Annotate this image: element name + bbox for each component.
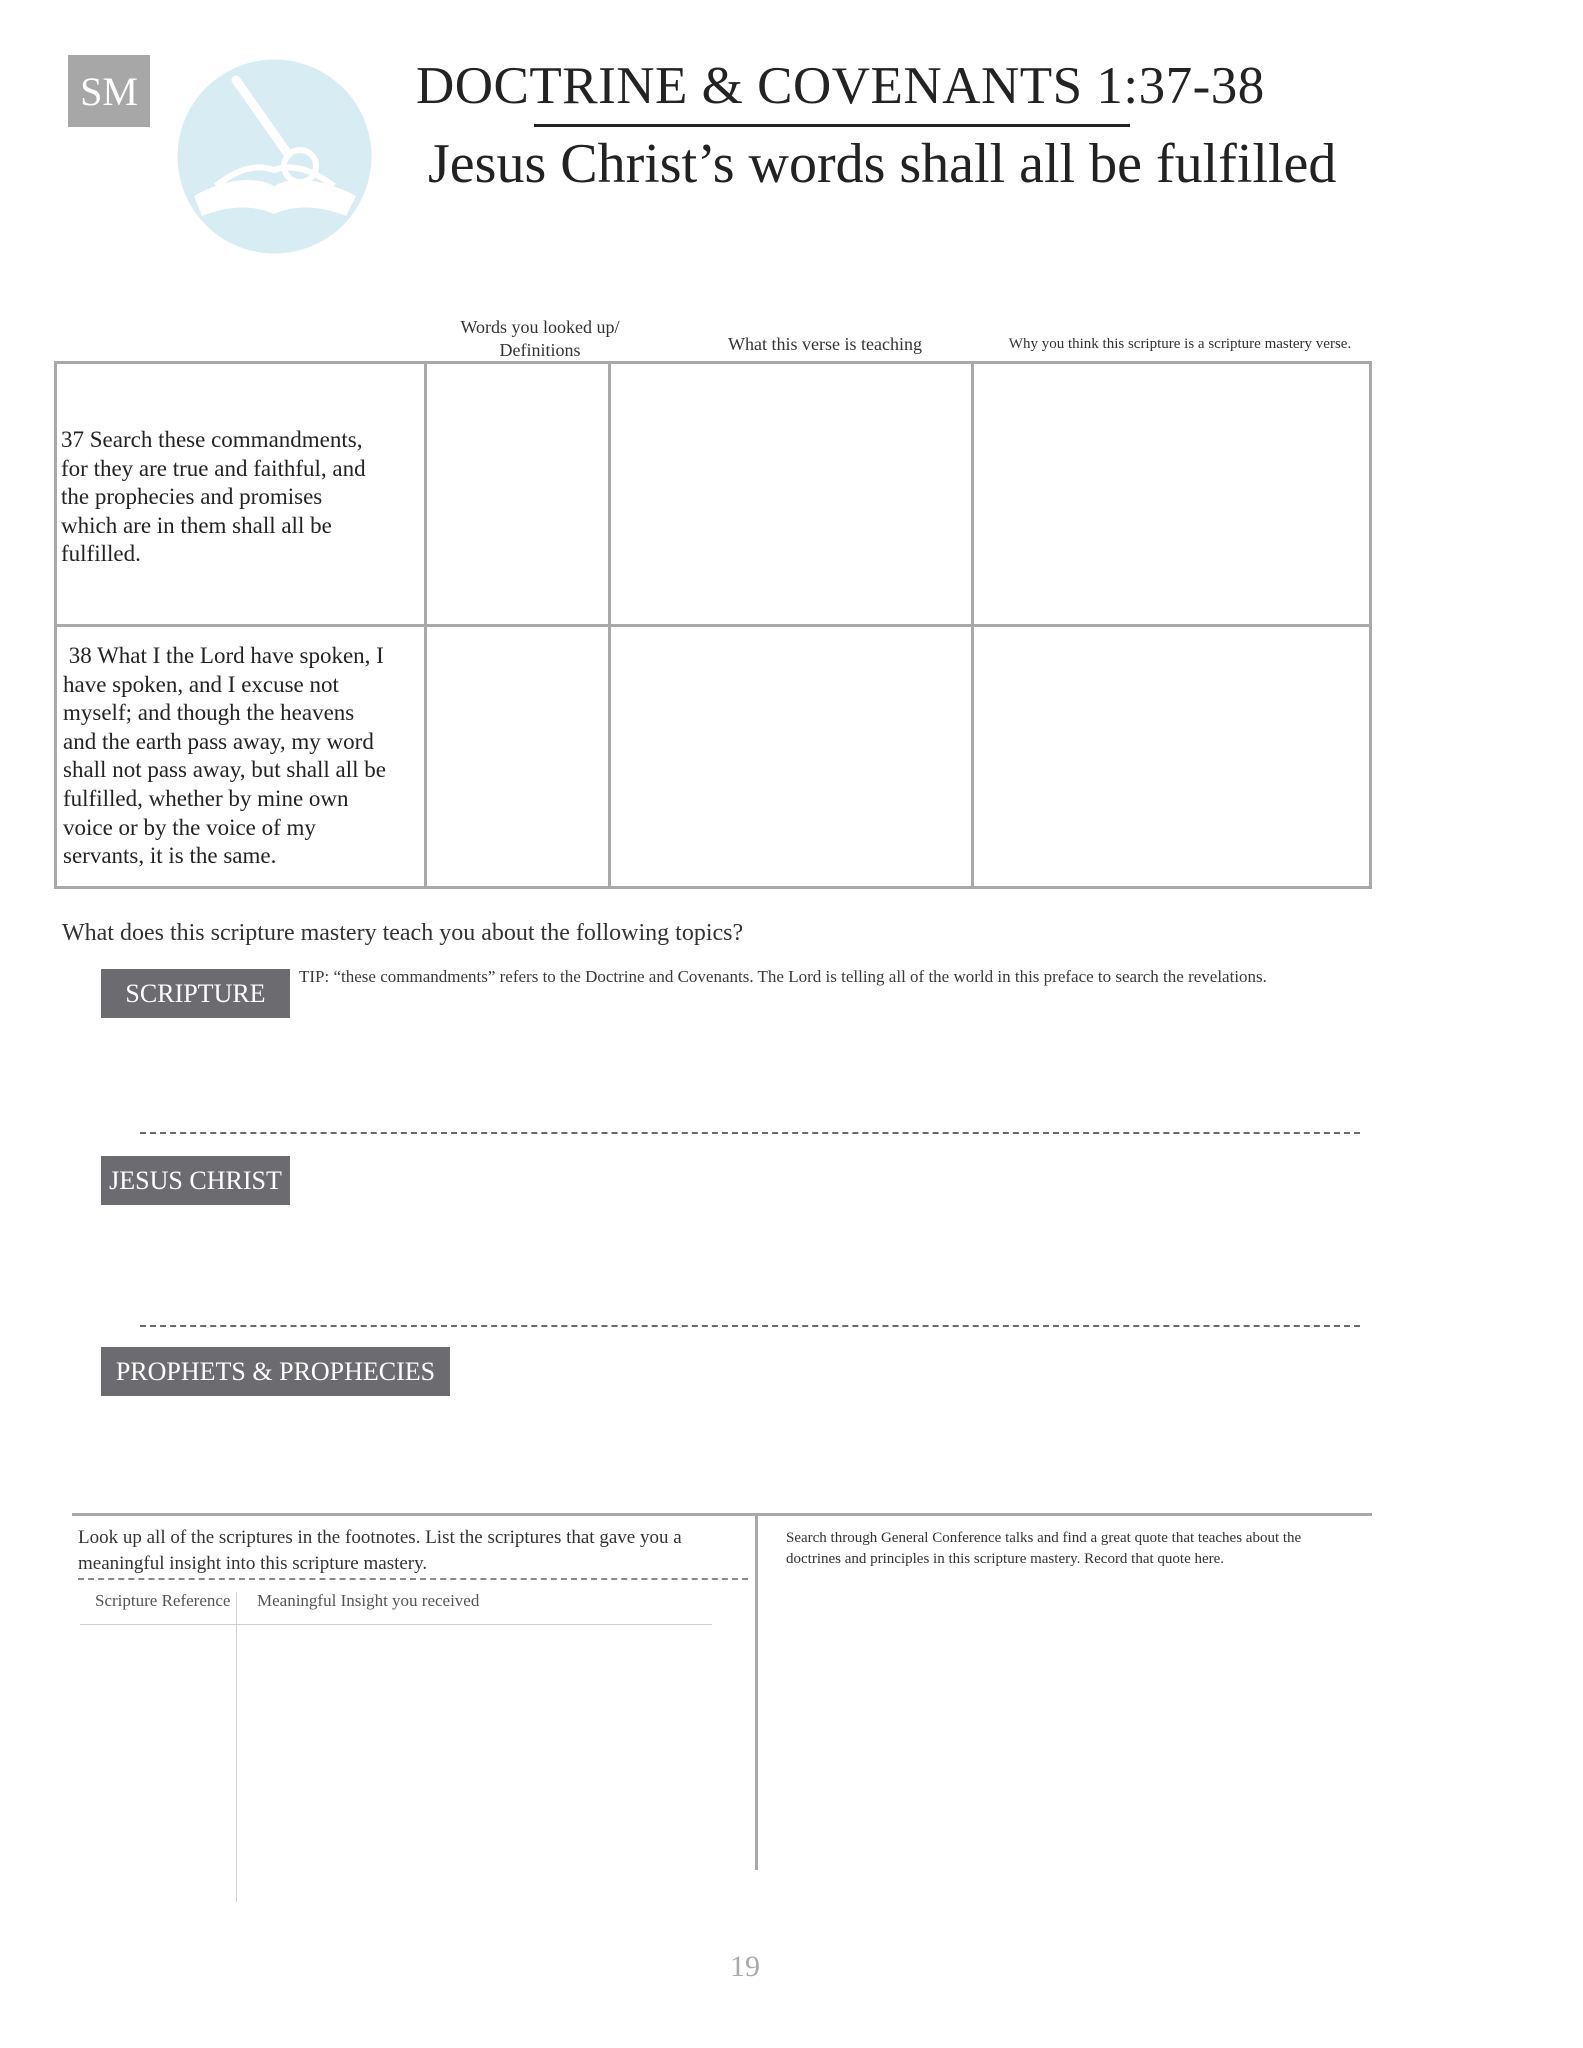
topic-tag-prophets: PROPHETS & PROPHECIES [101, 1347, 450, 1396]
bottom-box-top-rule [72, 1513, 1372, 1516]
grid-col-divider-2 [608, 361, 611, 889]
grid-border-right [1369, 361, 1372, 889]
verse-line: myself; and though the heavens [63, 700, 355, 726]
topic-tag-jesus-christ: JESUS CHRIST [101, 1156, 290, 1205]
grid-row-divider [54, 624, 1372, 627]
column-header-words-line1: Words you looked up/ [460, 317, 620, 337]
verse-line: 37 Search these commandments, [61, 427, 363, 452]
dashed-divider [140, 1132, 1360, 1134]
page-title: DOCTRINE & COVENANTS 1:37-38 [416, 57, 1265, 115]
grid-border-bottom [54, 886, 1372, 889]
grid-col-divider-3 [971, 361, 974, 889]
dashed-divider [78, 1578, 748, 1580]
verse-38-text [63, 642, 428, 871]
page-subtitle: Jesus Christ’s words shall all be fulfilled [428, 133, 1337, 195]
column-header-words [430, 316, 650, 362]
verse-line: which are in them shall all be [61, 512, 332, 538]
verse-line: 38 What I the Lord have spoken, I [63, 643, 384, 668]
verse-line: and the earth pass away, my word [63, 728, 374, 754]
grid-border-top [54, 361, 1372, 364]
meaningful-insight-label: Meaningful Insight you received [257, 1591, 480, 1610]
scripture-reference-label: Scripture Reference [95, 1591, 231, 1610]
verse-line: voice or by the voice of my [63, 814, 316, 840]
verse-line: the prophecies and promises [61, 484, 323, 510]
footnote-table-header-rule [80, 1624, 712, 1625]
dashed-divider [140, 1325, 1360, 1327]
verse-line: have spoken, and I excuse not [63, 671, 339, 697]
topic-tag-scripture: SCRIPTURE [101, 969, 290, 1018]
book-and-pen-icon [176, 58, 373, 255]
column-header-teaching: What this verse is teaching [728, 334, 922, 354]
verse-line: fulfilled. [61, 541, 141, 567]
verse-line: servants, it is the same. [63, 843, 277, 869]
instruction-line: meaningful insight into this scripture mastery. [78, 1553, 428, 1574]
title-underline [534, 124, 1130, 127]
instruction-line: Look up all of the scriptures in the footnotes. List the scriptures that gave you a [78, 1527, 682, 1548]
topics-question: What does this scripture mastery teach you about the following topics? [62, 920, 744, 946]
tip-text: TIP: “these commandments” refers to the Doctrine and Covenants. The Lord is telling all of the world in this preface to search the revelations. [299, 967, 1267, 986]
verse-line: fulfilled, whether by mine own [63, 785, 349, 811]
footnote-table-column-rule [236, 1592, 237, 1902]
verse-line: shall not pass away, but shall all be [63, 757, 386, 783]
grid-border-left [54, 361, 57, 889]
column-header-why: Why you think this scripture is a scripture mastery verse. [1008, 336, 1352, 352]
sm-badge: SM [68, 55, 150, 127]
page-number: 19 [730, 1950, 760, 1983]
conference-quote-instructions [786, 1528, 1356, 1570]
instruction-line: Search through General Conference talks and find a great quote that teaches about the [786, 1530, 1302, 1546]
footnotes-instructions [78, 1525, 758, 1577]
instruction-line: doctrines and principles in this scripture mastery. Record that quote here. [786, 1551, 1225, 1567]
verse-37-text [61, 426, 366, 569]
verse-line: for they are true and faithful, and [61, 455, 366, 481]
column-header-words-line2: Definitions [499, 340, 581, 360]
